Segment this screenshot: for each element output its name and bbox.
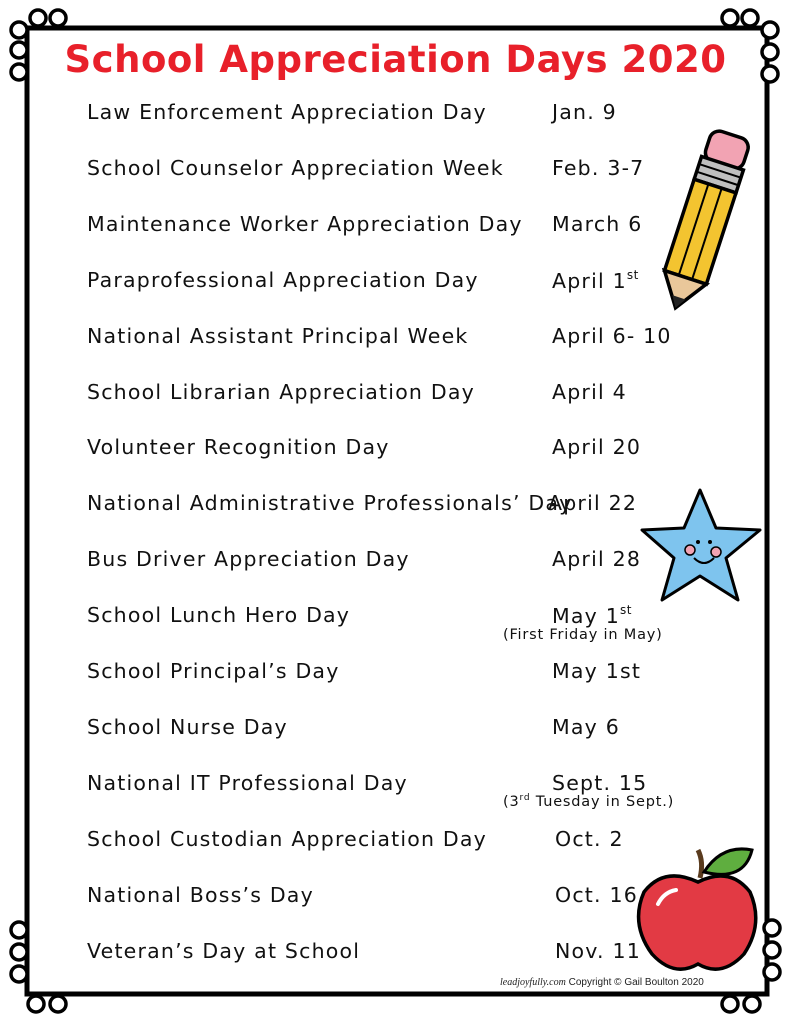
entry-date-text: April 20 — [552, 435, 642, 460]
entry-date-text: May 6 — [552, 714, 620, 739]
entry-date-suffix: st — [619, 603, 632, 618]
footer-copyright: Copyright © Gail Boulton 2020 — [568, 977, 704, 988]
entry-name: Volunteer Recognition Day — [87, 435, 390, 460]
entry-name: School Counselor Appreciation Week — [87, 155, 504, 180]
entry-name: Bus Driver Appreciation Day — [87, 547, 410, 572]
entry-date-text: April 6- 10 — [552, 323, 672, 348]
entry-date — [552, 156, 644, 180]
page-title: School Appreciation Days 2020 — [64, 38, 727, 81]
apple-icon — [634, 842, 762, 978]
entry-row — [0, 380, 791, 436]
entry-date — [552, 547, 641, 571]
entry-date — [552, 603, 632, 628]
entry-date — [552, 771, 647, 795]
entry-name: Veteran’s Day at School — [87, 938, 361, 963]
footer-site: leadjoyfully.com — [500, 977, 566, 988]
entry-name: Paraprofessional Appreciation Day — [87, 267, 479, 292]
entry-name: Maintenance Worker Appreciation Day — [87, 211, 523, 236]
entry-note-prefix: (3 — [503, 793, 520, 810]
entry-date — [555, 883, 638, 907]
entry-date-text: Jan. 9 — [552, 100, 617, 124]
entry-name: National Boss’s Day — [87, 882, 314, 907]
entry-row — [0, 603, 791, 659]
entry-date — [552, 100, 617, 124]
entry-name: School Lunch Hero Day — [87, 603, 351, 628]
footer-credit — [500, 977, 704, 988]
entry-row — [0, 771, 791, 827]
entry-name: School Nurse Day — [87, 714, 288, 739]
entry-row — [0, 435, 791, 491]
entry-name: Law Enforcement Appreciation Day — [87, 100, 487, 124]
pencil-icon — [648, 120, 758, 320]
entry-date-text: Nov. 11 — [555, 938, 641, 963]
entry-name: National Administrative Professionals’ Day — [87, 491, 573, 516]
entry-date-text: April 4 — [552, 379, 627, 404]
entry-name: National Assistant Principal Week — [87, 323, 469, 348]
entry-date — [552, 324, 672, 348]
entry-date-suffix: st — [626, 267, 639, 282]
entry-date — [552, 715, 620, 739]
entry-name: School Librarian Appreciation Day — [87, 379, 475, 404]
entry-name: National IT Professional Day — [87, 770, 408, 795]
entry-date-text: Oct. 16 — [555, 882, 638, 907]
entry-date-text: May 1st — [552, 659, 642, 683]
entry-date — [552, 268, 639, 293]
entry-date — [555, 939, 641, 963]
entry-name: School Principal’s Day — [87, 659, 340, 683]
entry-date-text: May 1 — [552, 604, 620, 629]
entry-date-text: Sept. 15 — [552, 770, 648, 795]
entry-date — [552, 380, 627, 404]
entry-note: (First Friday in May) — [503, 627, 663, 644]
entry-date — [552, 659, 641, 683]
entry-row — [0, 324, 791, 380]
entry-row — [0, 659, 791, 715]
entry-row — [0, 715, 791, 771]
star-icon — [638, 484, 766, 608]
entry-date-text: April 1 — [552, 268, 627, 293]
entry-name: School Custodian Appreciation Day — [87, 826, 487, 851]
entry-date — [548, 491, 637, 515]
entry-note-suffix: rd — [519, 792, 531, 803]
entry-date-text: Feb. 3-7 — [552, 155, 645, 180]
entry-date — [552, 435, 641, 459]
entry-note-rest: Tuesday in Sept.) — [530, 793, 675, 810]
entry-date — [552, 212, 642, 236]
entry-date-text: Oct. 2 — [555, 826, 624, 851]
entry-date-text: March 6 — [552, 211, 643, 236]
entry-date-text: April 22 — [548, 491, 638, 516]
entry-note — [503, 793, 674, 810]
entry-date-text: April 28 — [552, 547, 642, 572]
entry-date — [555, 827, 624, 851]
